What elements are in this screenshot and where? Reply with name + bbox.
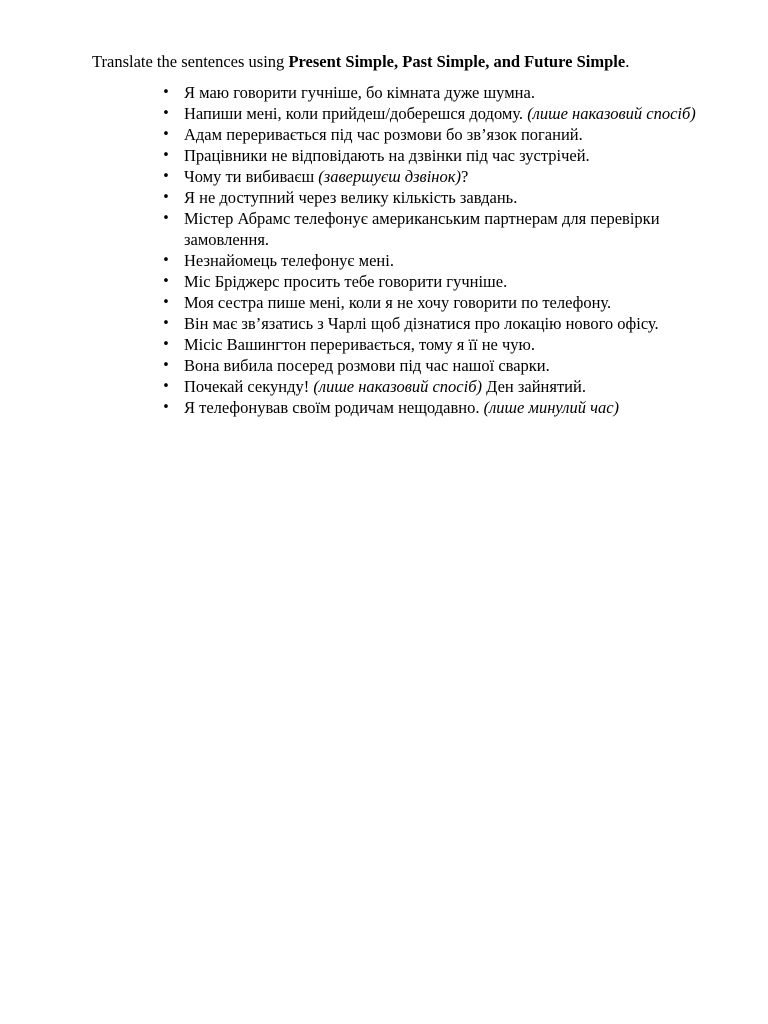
list-item — [162, 187, 720, 208]
bullet-icon: • — [162, 295, 170, 310]
sentence-after: Ден зайнятий. — [482, 377, 586, 396]
list-item — [162, 355, 720, 376]
list-item — [162, 397, 720, 418]
instruction-tenses: Present Simple, Past Simple, and Future Simple — [288, 52, 626, 71]
instruction-line — [92, 52, 732, 72]
sentence-text: Напиши мені, коли прийдеш/доберешся додому. — [184, 104, 528, 123]
bullet-icon: • — [162, 127, 170, 142]
list-item — [162, 103, 720, 124]
sentence-note: (завершуєш дзвінок) — [318, 167, 461, 186]
sentence-list — [162, 82, 720, 418]
list-item — [162, 208, 720, 250]
bullet-icon: • — [162, 211, 170, 226]
list-item — [162, 334, 720, 355]
sentence-note: (лише наказовий спосіб) — [527, 104, 696, 123]
sentence-text: Він має зв’язатись з Чарлі щоб дізнатися про локацію нового офісу. — [184, 314, 659, 333]
sentence-text: Міс Бріджерс просить тебе говорити гучніше. — [184, 272, 508, 291]
bullet-icon: • — [162, 379, 170, 394]
instruction-suffix: . — [625, 52, 630, 71]
sentence-text: Чому ти вибиваєш — [184, 167, 319, 186]
sentence-text: Місіс Вашингтон переривається, тому я її не чую. — [184, 335, 535, 354]
sentence-text: Незнайомець телефонує мені. — [184, 251, 394, 270]
sentence-text: Я маю говорити гучніше, бо кімната дуже шумна. — [184, 83, 535, 102]
list-item — [162, 271, 720, 292]
sentence-text: Я не доступний через велику кількість завдань. — [184, 188, 518, 207]
bullet-icon: • — [162, 274, 170, 289]
instruction-prefix: Translate the sentences using — [92, 52, 289, 71]
list-item — [162, 82, 720, 103]
sentence-after: ? — [460, 167, 469, 186]
list-item — [162, 124, 720, 145]
sentence-text: Вона вибила посеред розмови під час нашої сварки. — [184, 356, 550, 375]
bullet-icon: • — [162, 358, 170, 373]
bullet-icon: • — [162, 190, 170, 205]
list-item — [162, 250, 720, 271]
sentence-note: (лише минулий час) — [483, 398, 620, 417]
list-item — [162, 376, 720, 397]
list-item — [162, 166, 720, 187]
sentence-text: Адам переривається під час розмови бо зв’язок поганий. — [184, 125, 583, 144]
bullet-icon: • — [162, 400, 170, 415]
sentence-text: Я телефонував своїм родичам нещодавно. — [184, 398, 484, 417]
sentence-note: (лише наказовий спосіб) — [313, 377, 483, 396]
bullet-icon: • — [162, 337, 170, 352]
list-item — [162, 292, 720, 313]
bullet-icon: • — [162, 169, 170, 184]
bullet-icon: • — [162, 253, 170, 268]
bullet-icon: • — [162, 316, 170, 331]
list-item — [162, 145, 720, 166]
sentence-text: Моя сестра пише мені, коли я не хочу говорити по телефону. — [184, 293, 612, 312]
sentence-text: Працівники не відповідають на дзвінки під час зустрічей. — [184, 146, 590, 165]
bullet-icon: • — [162, 148, 170, 163]
sentence-text: Містер Абрамс телефонує американським партнерам для перевірки замовлення. — [184, 209, 660, 249]
sentence-text: Почекай секунду! — [184, 377, 314, 396]
bullet-icon: • — [162, 106, 170, 121]
bullet-icon: • — [162, 85, 170, 100]
list-item — [162, 313, 720, 334]
